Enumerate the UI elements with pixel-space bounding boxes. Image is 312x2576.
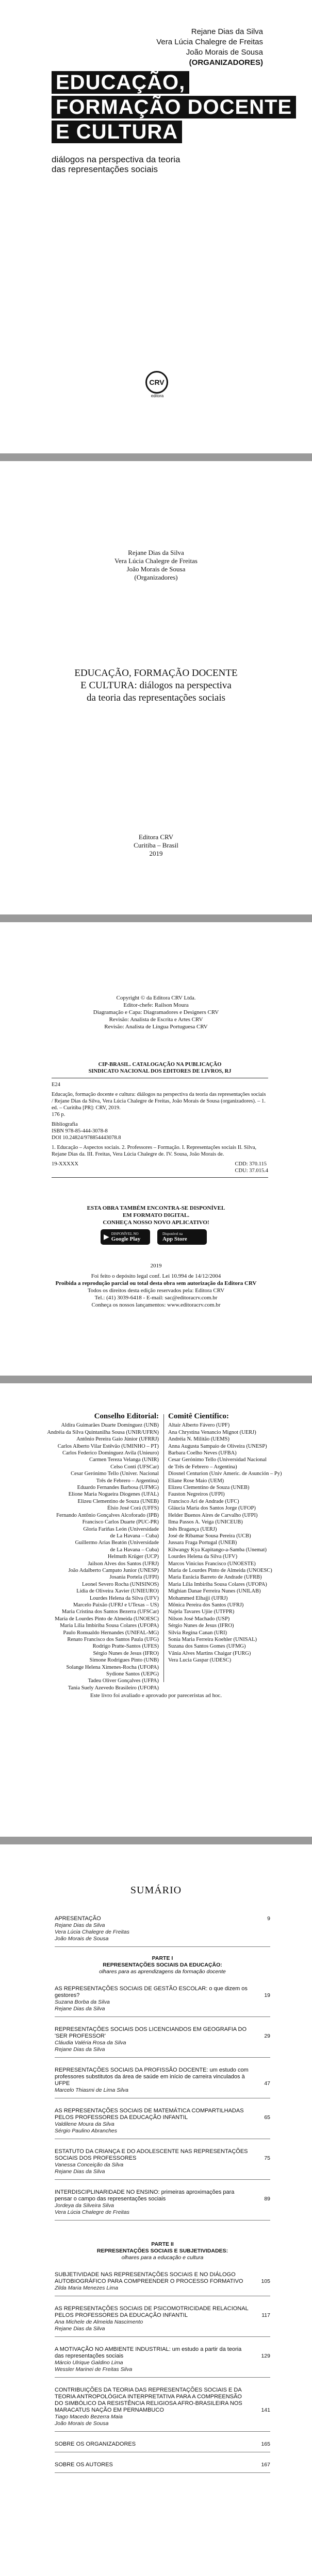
council-member: Lourdes Helena da Silva (UFV) bbox=[89, 1595, 159, 1601]
toc-entry-title: REPRESENTAÇÕES SOCIAIS DOS LICENCIANDOS EM GEOGRAFIA DO 'SER PROFESSOR' bbox=[55, 2026, 247, 2039]
council-member: Diosnel Centurion (Univ Americ. de Asunción – Py) bbox=[168, 1471, 282, 1477]
cover-authors bbox=[156, 27, 263, 68]
toc-entry-title: CONTRIBUIÇÕES DA TEORIA DAS REPRESENTAÇÕES SOCIAIS E DA TEORIA ANTROPOLÓGICA INTERPRETATIVA PARA A COMPREENSÃO DO SIMBÓLICO DA RESISTÊNCIA RELIGIOSA AFRO-BRASILEIRA NOS MARACATUS NAÇÃO EM PERNAMBUCO bbox=[55, 2387, 242, 2413]
council-member: Helmuth Krüger (UCP) bbox=[107, 1554, 159, 1560]
council-member: Elizeu Clementino de Souza (UNEB) bbox=[77, 1498, 159, 1504]
part-label: PARTE I bbox=[152, 1955, 173, 1961]
badge-label: Google Play bbox=[111, 1236, 141, 1242]
council-member: Eduardo Fernandes Barbosa (UFMG) bbox=[77, 1485, 159, 1491]
council-member: Lourdes Helena da Silva (UFV) bbox=[168, 1554, 238, 1560]
toc-entry-title-row bbox=[55, 2189, 270, 2202]
council-member: Eliane Rose Maio (UEM) bbox=[168, 1478, 224, 1484]
toc-entry-page: 75 bbox=[264, 2155, 270, 2161]
toc-entry-title-row bbox=[55, 2306, 270, 2319]
toc-entry-title: SUBJETIVIDADE NAS REPRESENTAÇÕES SOCIAIS E NO DIÁLOGO AUTOBIOGRÁFICO PARA COMPREENDER O PROCESSO FORMATIVO bbox=[55, 2272, 243, 2284]
council-member: Leonel Severo Rocha (UNISINOS) bbox=[81, 1581, 159, 1587]
cover-page bbox=[0, 0, 312, 453]
toc-entry-authors: Márcio Ulrique Galdino Lima Wessler Marinei de Freitas Silva bbox=[55, 2360, 133, 2372]
toc-entry-authors: Suzana Borba da Silva Rejane Dias da Silva bbox=[55, 1999, 110, 2012]
council-member: Tania Suely Azevedo Brasileiro (UFOPA) bbox=[68, 1685, 159, 1691]
council-member: Mohammed Elhajji (UFRJ) bbox=[168, 1595, 228, 1601]
part2-entries bbox=[55, 2267, 270, 2473]
badge-small-label: Disponível na bbox=[162, 1232, 183, 1236]
toc-entry-title: AS REPRESENTAÇÕES SOCIAIS DE MATEMÁTICA COMPARTILHADAS PELOS PROFESSORES DA EDUCAÇÃO INFANTIL bbox=[55, 2108, 244, 2121]
part-heading bbox=[55, 2241, 270, 2261]
council-member: Andréia N. Militão (UEMS) bbox=[168, 1436, 229, 1443]
council-member: Maria de Lourdes Pinto de Almeida (UNOESC) bbox=[55, 1616, 159, 1622]
catalog-number: 19-XXXXX bbox=[52, 1161, 78, 1167]
title-page bbox=[0, 461, 312, 914]
toc-entry-authors: Vanessa Conceição da Silva Rejane Dias da Silva bbox=[55, 2162, 124, 2175]
toc-entry-page: 65 bbox=[264, 2114, 270, 2121]
publisher-city: Curitiba – Brasil bbox=[134, 841, 178, 849]
toc-entry-title-row bbox=[55, 2108, 270, 2121]
cover-author: Rejane Dias da Silva bbox=[191, 27, 263, 36]
toc-entry-title: INTERDISCIPLINARIDADE NO ENSINO: primeiras aproximações para pensar o campo das representações sociais bbox=[55, 2189, 235, 2202]
cover-title bbox=[52, 71, 292, 145]
council-member: de La Havana – Cuba) bbox=[110, 1547, 159, 1553]
council-member: Helder Buenos Aires de Carvalho (UFPI) bbox=[168, 1512, 258, 1518]
council-member: Fauston Negreiros (UFPI) bbox=[168, 1492, 225, 1498]
toc-entry-title-row bbox=[55, 2387, 270, 2414]
council-member: Maria Lília Imbiriba Sousa Colares (UFOPA) bbox=[60, 1623, 159, 1629]
toc-entry[interactable] bbox=[55, 2437, 270, 2452]
toc-entry-title: AS REPRESENTAÇÕES SOCIAIS DE PSICOMOTRICIDADE RELACIONAL PELOS PROFESSORES DA EDUCAÇÃO INFANTIL bbox=[55, 2306, 249, 2318]
badge-small-label: DISPONÍVEL NO bbox=[111, 1232, 139, 1236]
toc-entry-page: 29 bbox=[264, 2033, 270, 2039]
council-member: Lídia de Oliveira Xavier (UNIEURO) bbox=[76, 1588, 159, 1595]
council-member: Inês Bragança (UERJ) bbox=[168, 1526, 217, 1532]
council-member: Antônio Pereira Gaio Júnior (UFRRJ) bbox=[76, 1436, 159, 1443]
badge-text bbox=[111, 1232, 141, 1242]
council-member: José de Ribamar Sousa Pereira (UCB) bbox=[168, 1533, 251, 1539]
toc-entry[interactable] bbox=[55, 2458, 270, 2473]
council-member: de Três de Febrero – Argentina) bbox=[168, 1464, 237, 1470]
council-member: Tadeu Oliver Gonçalves (UFPA) bbox=[88, 1678, 159, 1684]
publication-year: 2019 bbox=[149, 850, 163, 857]
council-member: Marcelo Paixão (UFRJ e UTexas – US) bbox=[73, 1602, 159, 1608]
council-member: Élsio José Corá (UFFS) bbox=[107, 1505, 159, 1512]
credit-line: Editor-chefe: Railson Moura bbox=[123, 1002, 189, 1008]
credits-page bbox=[0, 922, 312, 1376]
toc-entry-title: REPRESENTAÇÕES SOCIAIS DA PROFISSÃO DOCENTE: um estudo com professores substitutos da área de saúde em início de carreira vinculados à UFPE bbox=[55, 2067, 249, 2087]
organizer-name: Vera Lúcia Chalegre de Freitas bbox=[114, 557, 198, 565]
toc-entry[interactable] bbox=[55, 1911, 270, 1947]
toc-entry-title-row bbox=[55, 1916, 270, 1922]
toc-entry-title-row bbox=[55, 2462, 270, 2468]
toc-entry-page: 89 bbox=[264, 2196, 270, 2202]
council-member: Simone Rodrigues Pinto (UNB) bbox=[89, 1657, 159, 1664]
toc-entry[interactable] bbox=[55, 2342, 270, 2378]
toc-entry-title-row bbox=[55, 2272, 270, 2285]
council-member: Três de Febrero – Argentina) bbox=[96, 1478, 159, 1484]
council-member: Aldira Guimarães Duarte Domínguez (UNB) bbox=[61, 1422, 159, 1429]
council-member: Vânia Alves Martins Chaigar (FURG) bbox=[168, 1650, 251, 1656]
toc-entry[interactable] bbox=[55, 1981, 270, 2017]
title-page-names bbox=[0, 549, 312, 582]
council-member: Josania Portela (UFPI) bbox=[109, 1574, 159, 1581]
council-member: Sérgio Nunes de Jesus (IFRO) bbox=[93, 1650, 159, 1656]
store-badges bbox=[101, 1229, 207, 1245]
badge-label: App Store bbox=[162, 1236, 187, 1242]
crv-logo-icon: CRV bbox=[145, 371, 168, 394]
credit-line: Diagramação e Capa: Diagramadores e Designers CRV bbox=[93, 1009, 219, 1015]
catalog-line: 1. Educação – Aspectos sociais. 2. Professores – Formação. I. Representações sociais II. Silva, Rejane Dias da. III. Freitas, Vera Lúcia Chalegre de. IV. Sousa, João Morais de. bbox=[52, 1145, 257, 1157]
catalog-card bbox=[52, 1061, 268, 1181]
toc-entry-page: 105 bbox=[261, 2278, 270, 2284]
imprint bbox=[0, 833, 312, 858]
notice-line: ESTA OBRA TAMBÉM ENCONTRA-SE DISPONÍVEL bbox=[87, 1205, 225, 1211]
toc-entry[interactable] bbox=[55, 2022, 270, 2058]
editorial-council bbox=[40, 1413, 159, 1691]
catalog-codes bbox=[52, 1161, 268, 1174]
toc-entry[interactable] bbox=[55, 2063, 270, 2098]
council-member: Maria Eurácia Barreto de Andrade (UFRB) bbox=[168, 1574, 262, 1581]
cover-author: João Morais de Sousa bbox=[186, 48, 263, 57]
part-subtitle: olhares para as aprendizagens da formação docente bbox=[99, 1969, 226, 1975]
classification bbox=[235, 1161, 268, 1174]
editorial-council-list bbox=[40, 1422, 159, 1691]
council-member: Jailson Alves dos Santos (UFRJ) bbox=[88, 1561, 159, 1567]
council-member: Cesar Gerónimo Tello (Universidad Nacional bbox=[168, 1457, 267, 1463]
cover-title-line: FORMAÇÃO DOCENTE bbox=[52, 96, 296, 118]
toc-entry-title: AS REPRESENTAÇÕES SOCIAIS DE GESTÃO ESCOLAR: o que dizem os gestores? bbox=[55, 1986, 248, 1998]
part-label: PARTE II bbox=[151, 2241, 174, 2247]
council-member: Fernando Antônio Gonçalves Alcoforado (IPB) bbox=[56, 1512, 159, 1518]
toc-entry-authors: Zilda Maria Menezes Lima bbox=[55, 2285, 119, 2291]
council-member: Sérgio Nunes de Jesus (IFRO) bbox=[168, 1623, 234, 1629]
council-member: Guillermo Arias Beatón (Universidade bbox=[75, 1540, 159, 1546]
toc-entry-title: APRESENTAÇÃO bbox=[55, 1916, 101, 1922]
part-subtitle: olhares para a educação e cultura bbox=[121, 2255, 204, 2261]
credit-line: Revisão: Analista de Escrita e Artes CRV bbox=[109, 1016, 203, 1023]
council-member: Paulo Romualdo Hernandes (UNIFAL-MG) bbox=[63, 1630, 159, 1636]
council-member: Carmen Tereza Velanga (UNIR) bbox=[89, 1457, 159, 1463]
table-of-contents bbox=[55, 1911, 270, 2478]
council-member: Míghian Danae Ferreira Nunes (UNILAB) bbox=[168, 1588, 261, 1595]
council-member: Renato Francisco dos Santos Paula (UFG) bbox=[67, 1637, 159, 1642]
organizer-name: João Morais de Sousa bbox=[126, 565, 186, 573]
divider bbox=[52, 1177, 268, 1178]
catalog-line: DOI 10.24824/978854443078.8 bbox=[52, 1135, 121, 1141]
book-title bbox=[46, 667, 266, 704]
council-member: Gláucia Maria dos Santos Jorge (UFOP) bbox=[168, 1505, 256, 1512]
part1-entries bbox=[55, 1981, 270, 2221]
toc-entry-title: A MOTIVAÇÃO NO AMBIENTE INDUSTRIAL: um estudo a partir da teoria das representações sociais bbox=[55, 2346, 242, 2359]
council-member: Suzana dos Santos Gomes (UFMG) bbox=[168, 1643, 246, 1650]
council-member: Carlos Federico Dominguez Avila (Unieuro) bbox=[62, 1450, 159, 1456]
toc-entry-page: 167 bbox=[261, 2462, 270, 2468]
toc-entry-page: 165 bbox=[261, 2441, 270, 2447]
toc-entry-authors: Valdilene Moura da Silva Sérgio Paulino Abranches bbox=[55, 2121, 118, 2134]
review-note: Este livro foi avaliado e aprovado por pareceristas ad hoc. bbox=[90, 1692, 222, 1699]
council-member: Mônica Pereira dos Santos (UFRJ) bbox=[168, 1602, 244, 1608]
digital-edition-notice bbox=[0, 1205, 312, 1226]
council-member: Silvia Regina Canan (URI) bbox=[168, 1630, 227, 1636]
catalog-line: Educação, formação docente e cultura: diálogos na perspectiva da teoria das representações sociais / Rejane Dias da Silva, Vera Lúcia Chalegre de Freitas, João Morais de Sousa (organizadores). – 1. ed. – Curitiba [PR]: CRV, 2019. bbox=[52, 1092, 266, 1111]
summary-heading: SUMÁRIO bbox=[130, 1885, 182, 1896]
toc-entry[interactable] bbox=[55, 2383, 270, 2432]
council-member: Rodrigo Pratte-Santos (UFES) bbox=[92, 1643, 159, 1650]
council-member: Carlos Alberto Vilar Estêvão (UMINHO – PT) bbox=[57, 1443, 159, 1449]
toc-entry-title-row bbox=[55, 2441, 270, 2448]
part-title: REPRESENTAÇÕES SOCIAIS DA EDUCAÇÃO: bbox=[103, 1962, 222, 1968]
toc-entry-authors: Jordeya da Silveira Silva Vera Lúcia Chalegre de Freitas bbox=[55, 2202, 129, 2215]
notice-line: CONHEÇA NOSSO NOVO APLICATIVO! bbox=[103, 1219, 209, 1226]
cover-organizers-label: (ORGANIZADORES) bbox=[189, 58, 263, 67]
toc-entry-title-row bbox=[55, 2346, 270, 2360]
app-store-badge[interactable] bbox=[157, 1229, 207, 1245]
editorial-council-title: Conselho Editorial: bbox=[94, 1412, 159, 1420]
organizer-role: (Organizadores) bbox=[134, 573, 178, 581]
badge-text bbox=[162, 1232, 187, 1242]
toc-entry-title-row bbox=[55, 2026, 270, 2040]
council-member: Vera Lucia Gaspar (UDESC) bbox=[168, 1657, 232, 1664]
toc-entry-page: 47 bbox=[264, 2080, 270, 2087]
cover-title-line: EDUCAÇÃO, bbox=[52, 71, 189, 94]
scientific-committee-list bbox=[168, 1422, 287, 1664]
publisher-name: Editora CRV bbox=[138, 833, 174, 841]
council-member: de La Havana – Cuba) bbox=[110, 1533, 159, 1539]
toc-entry-author: Rejane Dias da Silva bbox=[55, 1922, 105, 1928]
council-member: Ilma Passos A. Veiga (UNICEUB) bbox=[168, 1519, 243, 1526]
credit-line: Revisão: Analista de Língua Portuguesa CRV bbox=[104, 1024, 208, 1030]
part-heading bbox=[55, 1955, 270, 1975]
toc-entry-authors: Cláudia Valéria Rosa da Silva Rejane Dias da Silva bbox=[55, 2040, 126, 2053]
council-member: Jussara Fraga Portugal (UNEB) bbox=[168, 1540, 237, 1546]
catalog-line: 176 p. bbox=[52, 1112, 65, 1117]
divider bbox=[163, 1414, 164, 1682]
toc-entry[interactable] bbox=[55, 2301, 270, 2337]
toc-entry-title: SOBRE OS ORGANIZADORES bbox=[55, 2441, 136, 2447]
catalog-line: Bibliografia bbox=[52, 1122, 78, 1127]
council-member: Cesar Gerónimo Tello (Univer. Nacional bbox=[71, 1471, 159, 1477]
toc-entry-title-row bbox=[55, 2148, 270, 2162]
council-member: Marcos Vinicius Francisco (UNOESTE) bbox=[168, 1561, 256, 1567]
cover-title-line: E CULTURA bbox=[52, 121, 182, 143]
legal-line: Todos os direitos desta edição reservados pela: Editora CRV bbox=[87, 1287, 225, 1294]
council-member: Elizeu Clementino de Souza (UNEB) bbox=[168, 1485, 250, 1491]
council-member: Francisco Carlos Duarte (PUC-PR) bbox=[82, 1519, 159, 1526]
council-member: Sydione Santos (UEPG) bbox=[106, 1671, 159, 1677]
legal-line: Conheça os nossos lançamentos: www.editoracrv.com.br bbox=[91, 1302, 221, 1308]
council-member: Francisco Ari de Andrade (UFC) bbox=[168, 1498, 239, 1504]
toc-entry[interactable] bbox=[55, 2104, 270, 2139]
council-member: Andréia da Silva Quintanilha Sousa (UNIR/UFRN) bbox=[47, 1429, 159, 1435]
toc-entry-title: ESTATUTO DA CRIANÇA E DO ADOLESCENTE NAS REPRESENTAÇÕES SOCIAIS DOS PROFESSORES bbox=[55, 2148, 248, 2161]
council-member: João Adalberto Campato Junior (UNESP) bbox=[68, 1567, 159, 1573]
organizer-name: Rejane Dias da Silva bbox=[128, 549, 184, 556]
council-member: Maria Cristina dos Santos Bezerra (UFSCar) bbox=[61, 1609, 159, 1615]
part-title: REPRESENTAÇÕES SOCIAIS E SUBJETIVIDADES: bbox=[96, 2248, 228, 2254]
scientific-committee bbox=[168, 1413, 287, 1664]
council-member: Elione Maria Nogueira Diogenes (UFAL) bbox=[68, 1492, 159, 1498]
cover-subtitle: diálogos na perspectiva da teoria das representações sociais bbox=[52, 155, 180, 174]
legal-line: Foi feito o depósito legal conf. Lei 10.994 de 14/12/2004 bbox=[91, 1273, 221, 1279]
council-member: Sonia Maria Ferreira Koehler (UNISAL) bbox=[168, 1637, 257, 1642]
council-member: Nilson José Machado (USP) bbox=[168, 1616, 230, 1622]
google-play-badge[interactable] bbox=[101, 1229, 150, 1245]
cover-author: Vera Lúcia Chalegre de Freitas bbox=[156, 38, 263, 46]
toc-entry-title-row bbox=[55, 2067, 270, 2087]
catalog-title: SINDICATO NACIONAL DOS EDITORES DE LIVROS, RJ bbox=[88, 1069, 232, 1074]
council-member: Altair Alberto Fávero (UPF) bbox=[168, 1422, 230, 1429]
councils-page bbox=[0, 1383, 312, 1837]
summary-page bbox=[0, 1844, 312, 2576]
council-member: Celso Conti (UFSCar) bbox=[110, 1464, 159, 1470]
play-icon: ▶ bbox=[104, 1233, 109, 1241]
book-title-line: EDUCAÇÃO, FORMAÇÃO DOCENTE bbox=[74, 668, 238, 679]
toc-entry-author: Vera Lúcia Chalegre de Freitas bbox=[55, 1929, 129, 1935]
council-member: Maria Lília Imbiriba Sousa Colares (UFOPA) bbox=[168, 1581, 267, 1587]
catalog-line: ISBN 978-85-444-3078-8 bbox=[52, 1128, 108, 1134]
copyright-line: Copyright © da Editora CRV Ltda. bbox=[116, 995, 196, 1001]
legal-notice bbox=[0, 1262, 312, 1309]
toc-entry-title-row bbox=[55, 1986, 270, 1999]
credits-block bbox=[0, 994, 312, 1030]
toc-entry-title: SOBRE OS AUTORES bbox=[55, 2462, 113, 2468]
toc-entry-authors: Tiago Macedo Bezerra Maia João Morais de Sousa bbox=[55, 2414, 123, 2427]
council-member: Gloria Fariñas León (Universidade bbox=[83, 1526, 159, 1532]
council-member: Maria de Lourdes Pinto de Almeida (UNOESC) bbox=[168, 1567, 272, 1573]
council-member: Anna Augusta Sampaio de Oliveira (UNESP) bbox=[168, 1443, 267, 1449]
scientific-committee-title: Comitê Científico: bbox=[168, 1412, 229, 1420]
book-title-line: E CULTURA: diálogos na perspectiva bbox=[80, 680, 232, 691]
toc-entry-page: 117 bbox=[261, 2312, 270, 2318]
toc-entry-author: João Morais de Sousa bbox=[55, 1936, 109, 1942]
council-member: Kilwangy Kya Kapitango-a-Samba (Unemat) bbox=[168, 1547, 267, 1553]
catalog-title: CIP-BRASIL. CATALOGAÇÃO NA PUBLICAÇÃO bbox=[98, 1062, 222, 1067]
toc-entry[interactable] bbox=[55, 2267, 270, 2296]
council-member: Ana Chrystina Venancio Mignot (UERJ) bbox=[168, 1429, 256, 1435]
toc-entry-page: 9 bbox=[267, 1916, 270, 1922]
logo-caption: editora bbox=[151, 394, 164, 398]
legal-line: Proibida a reprodução parcial ou total desta obra sem autorização da Editora CRV bbox=[55, 1280, 257, 1286]
cdu-code: CDU: 37.015.4 bbox=[235, 1168, 268, 1174]
council-member: Barbara Coelho Neves (UFBA) bbox=[168, 1450, 237, 1456]
legal-line: Tel.: (41) 3039-6418 - E-mail: sac@editoracrv.com.br bbox=[94, 1295, 218, 1301]
publisher-logo bbox=[145, 371, 169, 402]
toc-entry-page: 19 bbox=[264, 1992, 270, 1998]
toc-entry-authors: Ana Michele de Almeida Nascimento Rejane Dias da Silva bbox=[55, 2319, 143, 2332]
council-member: Solange Helena Ximenes-Rocha (UFOPA) bbox=[66, 1664, 159, 1670]
council-member: Najela Tavares Ujiie (UTFPR) bbox=[168, 1609, 235, 1615]
legal-year: 2019 bbox=[150, 1263, 162, 1269]
cdd-code: CDD: 370.115 bbox=[235, 1161, 267, 1167]
notice-line: EM FORMATO DIGITAL. bbox=[122, 1212, 190, 1218]
toc-entry-authors: Marcelo Thiasmi de Lima Silva bbox=[55, 2087, 128, 2093]
toc-entry[interactable] bbox=[55, 2144, 270, 2180]
toc-entry-page: 129 bbox=[261, 2353, 270, 2359]
toc-entry-page: 141 bbox=[261, 2407, 270, 2413]
catalog-line: E24 bbox=[52, 1082, 60, 1088]
toc-entry[interactable] bbox=[55, 2185, 270, 2221]
book-title-line: da teoria das representações sociais bbox=[86, 692, 226, 703]
